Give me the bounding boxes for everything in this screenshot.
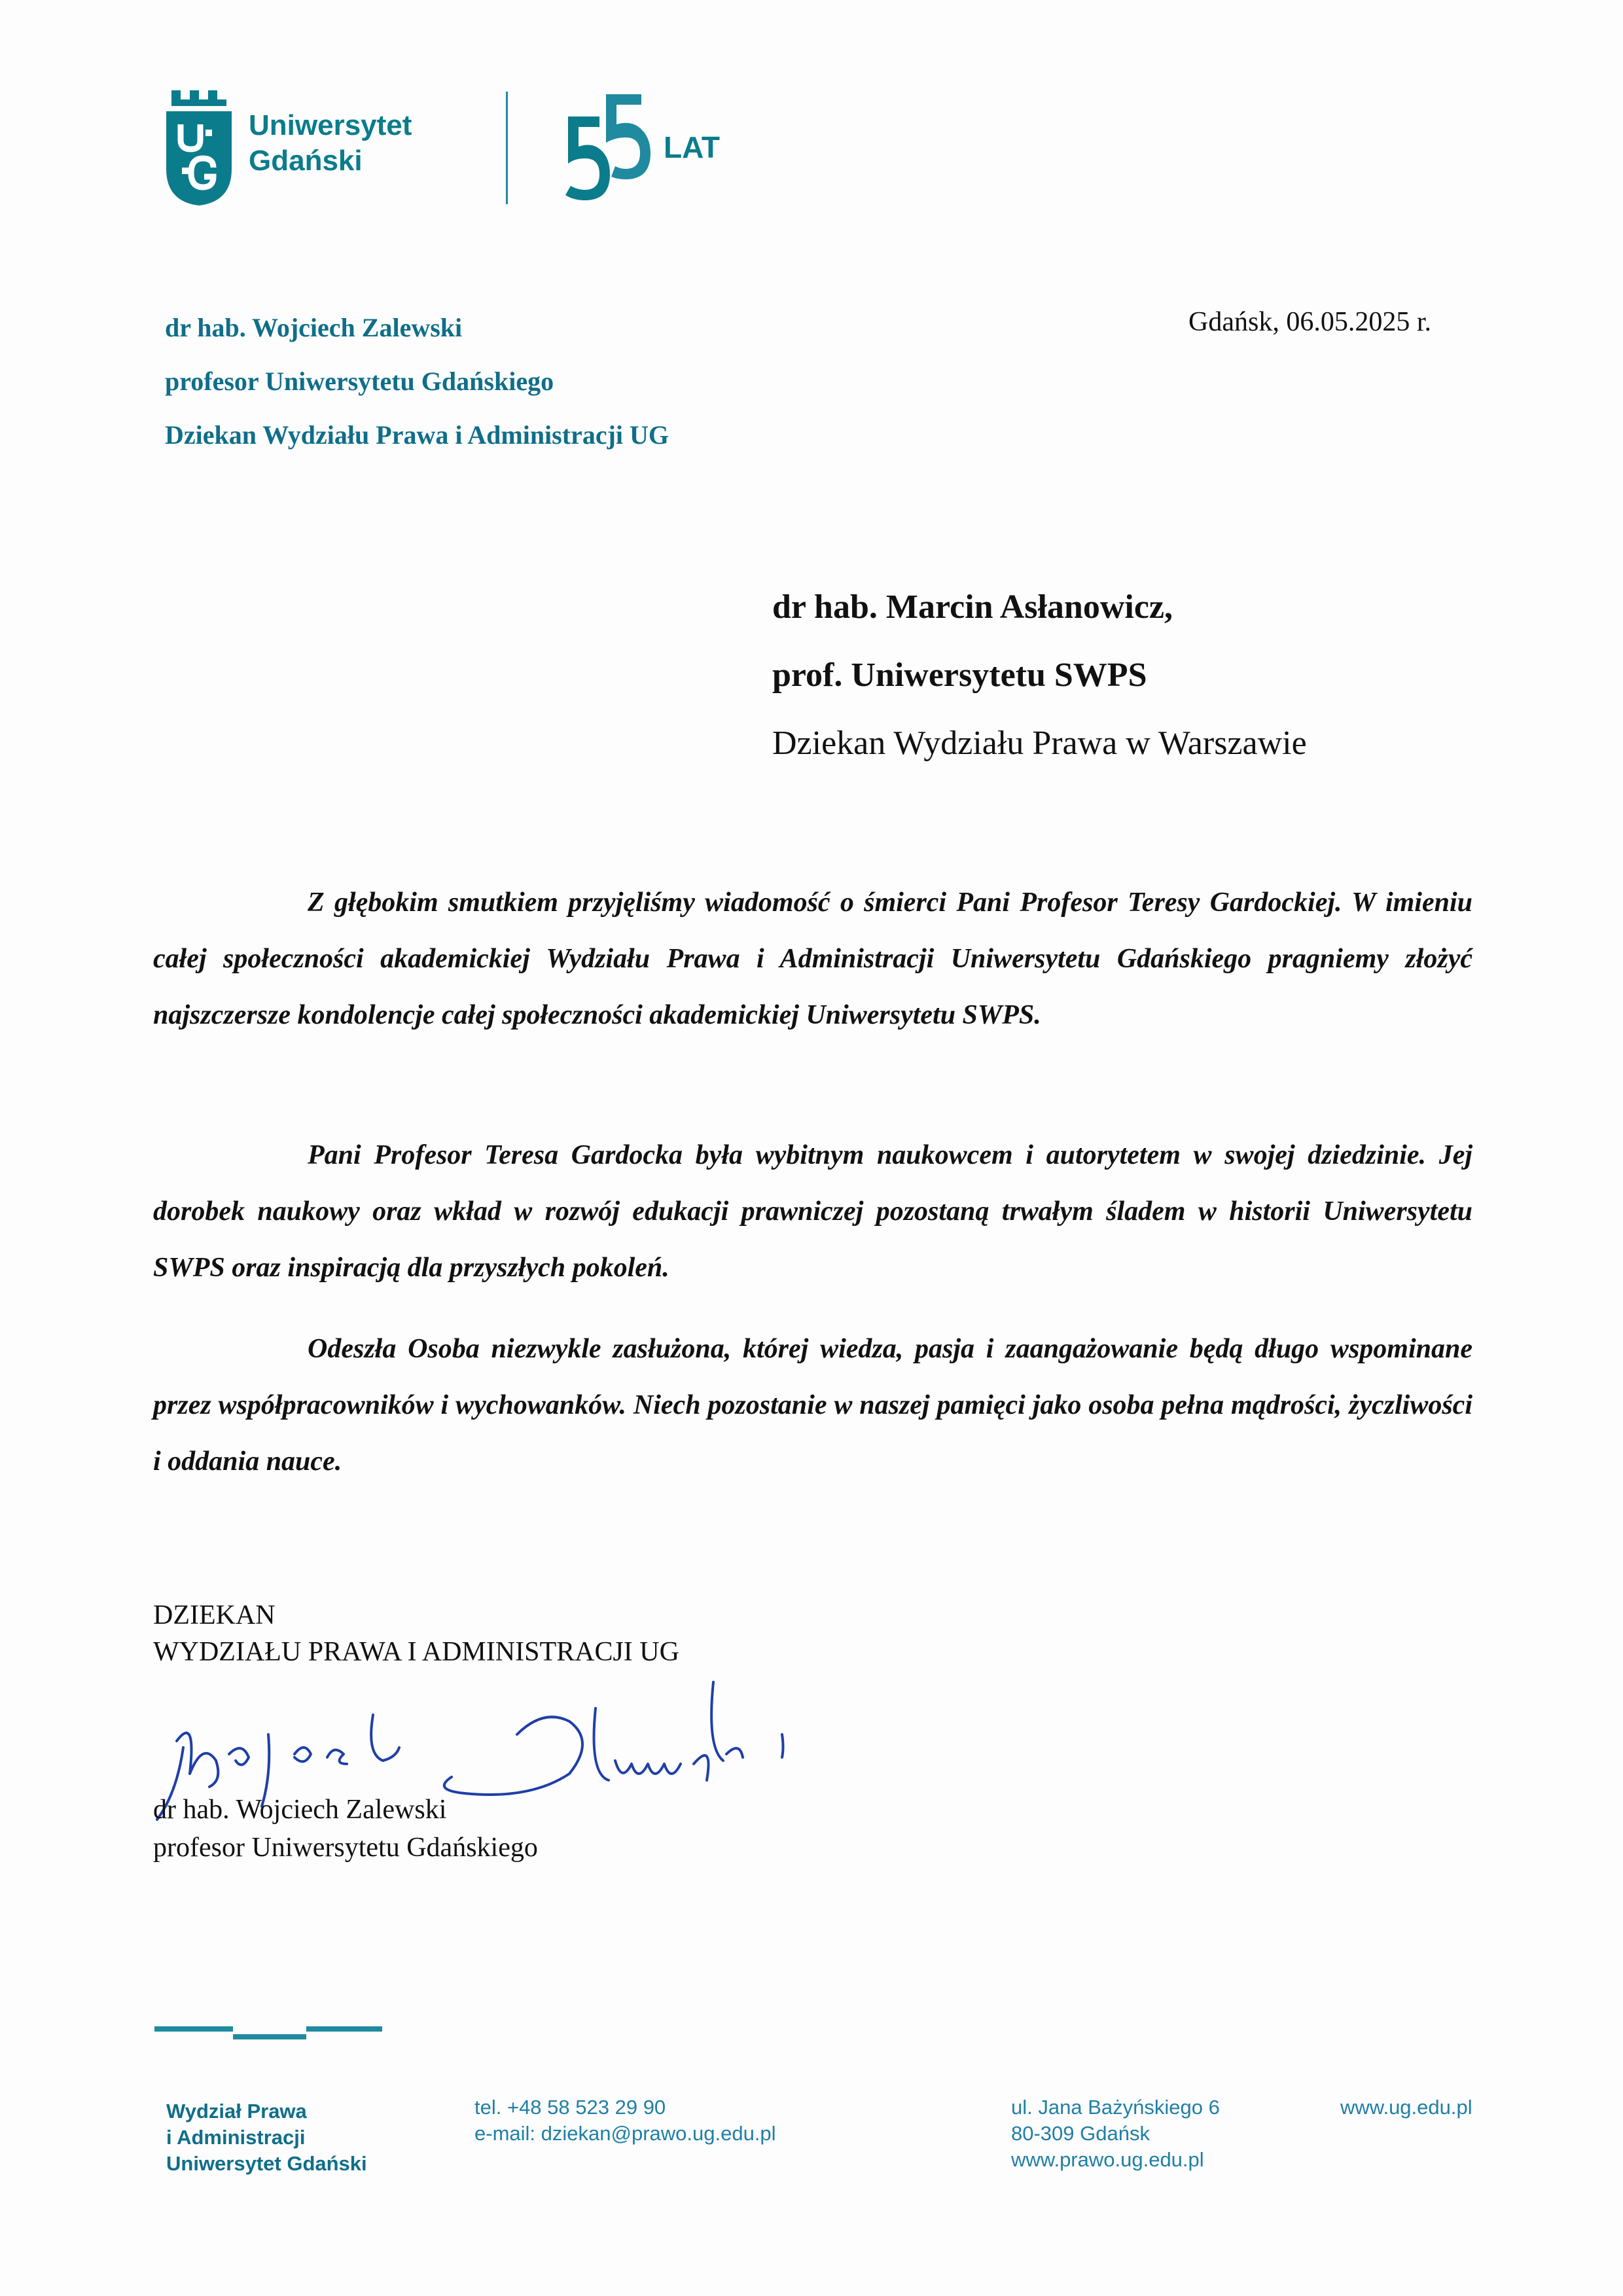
sender-name: dr hab. Wojciech Zalewski	[165, 313, 463, 342]
footer-city: 80-309 Gdańsk	[1011, 2122, 1150, 2145]
closing-dean: DZIEKAN	[153, 1600, 276, 1630]
footer-phone: tel. +48 58 523 29 90	[474, 2096, 666, 2119]
footer-faculty-line: Wydział Prawa	[166, 2100, 307, 2123]
recipient-position: Dziekan Wydziału Prawa w Warszawie	[772, 725, 1307, 762]
letter-paragraph-2	[153, 1127, 1472, 1296]
footer-faculty	[166, 2098, 367, 2177]
footer-street: ul. Jana Bażyńskiego 6	[1011, 2096, 1220, 2119]
university-name-line1: Uniwersytet	[249, 109, 412, 141]
paragraph-text: Z głębokim smutkiem przyjęliśmy wiadomość o śmierci Pani Profesor Teresy Gardockiej. W imieniu całej społeczności akademickiej Wydziału Prawa i Administracji Uniwersytetu Gdańskiego pragniemy złożyć najszczersze kondolencje całej społeczności akademickiej Uniwersytetu SWPS.	[153, 888, 1472, 1030]
university-name	[249, 108, 412, 179]
sender-block	[165, 301, 669, 462]
footer-email-link[interactable]: e-mail: dziekan@prawo.ug.edu.pl	[474, 2122, 776, 2145]
signatory-title: profesor Uniwersytetu Gdańskiego	[153, 1833, 538, 1863]
letter-paragraph-3	[153, 1321, 1472, 1490]
university-name-line2: Gdański	[249, 145, 363, 177]
letter-paragraph-1	[153, 874, 1472, 1043]
closing-faculty: WYDZIAŁU PRAWA I ADMINISTRACJI UG	[153, 1637, 679, 1667]
signatory-name: dr hab. Wojciech Zalewski	[153, 1795, 447, 1825]
footer-website	[1340, 2094, 1472, 2121]
sender-position: Dziekan Wydziału Prawa i Administracji UG	[165, 420, 669, 450]
footer-accent-line	[306, 2026, 382, 2032]
university-logo-icon	[162, 90, 236, 209]
letter-date: Gdańsk, 06.05.2025 r.	[1188, 307, 1431, 337]
footer-faculty-line: Uniwersytet Gdański	[166, 2152, 367, 2175]
footer-university-website-link[interactable]: www.ug.edu.pl	[1340, 2096, 1472, 2119]
anniversary-label: LAT	[664, 130, 721, 164]
header-divider	[506, 92, 508, 204]
recipient-title: prof. Uniwersytetu SWPS	[772, 656, 1147, 694]
footer-contact	[474, 2094, 776, 2147]
sender-title: profesor Uniwersytetu Gdańskiego	[165, 367, 554, 396]
footer-address	[1011, 2094, 1220, 2173]
paragraph-text: Odeszła Osoba niezwykle zasłużona, której wiedza, pasja i zaangażowanie będą długo wspominane przez współpracowników i wychowanków. Niech pozostanie w naszej pamięci jako osoba pełna mądrości, życzliwości i oddania nauce.	[153, 1334, 1472, 1477]
signatory-block	[153, 1791, 538, 1867]
anniversary-55-icon	[562, 90, 653, 211]
footer-accent-line	[233, 2034, 306, 2039]
footer-faculty-website-link[interactable]: www.prawo.ug.edu.pl	[1011, 2148, 1204, 2171]
paragraph-text: Pani Profesor Teresa Gardocka była wybitnym naukowcem i autorytetem w swojej dziedzinie. Jej dorobek naukowy oraz wkład w rozwój edukacji prawniczej pozostaną trwałym śladem w historii Uniwersytetu SWPS oraz inspiracją dla przyszłych pokoleń.	[153, 1140, 1472, 1283]
recipient-block	[772, 573, 1307, 778]
footer-faculty-line: i Administracji	[166, 2126, 306, 2149]
footer-accent-line	[154, 2026, 233, 2032]
recipient-name: dr hab. Marcin Asłanowicz,	[772, 588, 1173, 626]
